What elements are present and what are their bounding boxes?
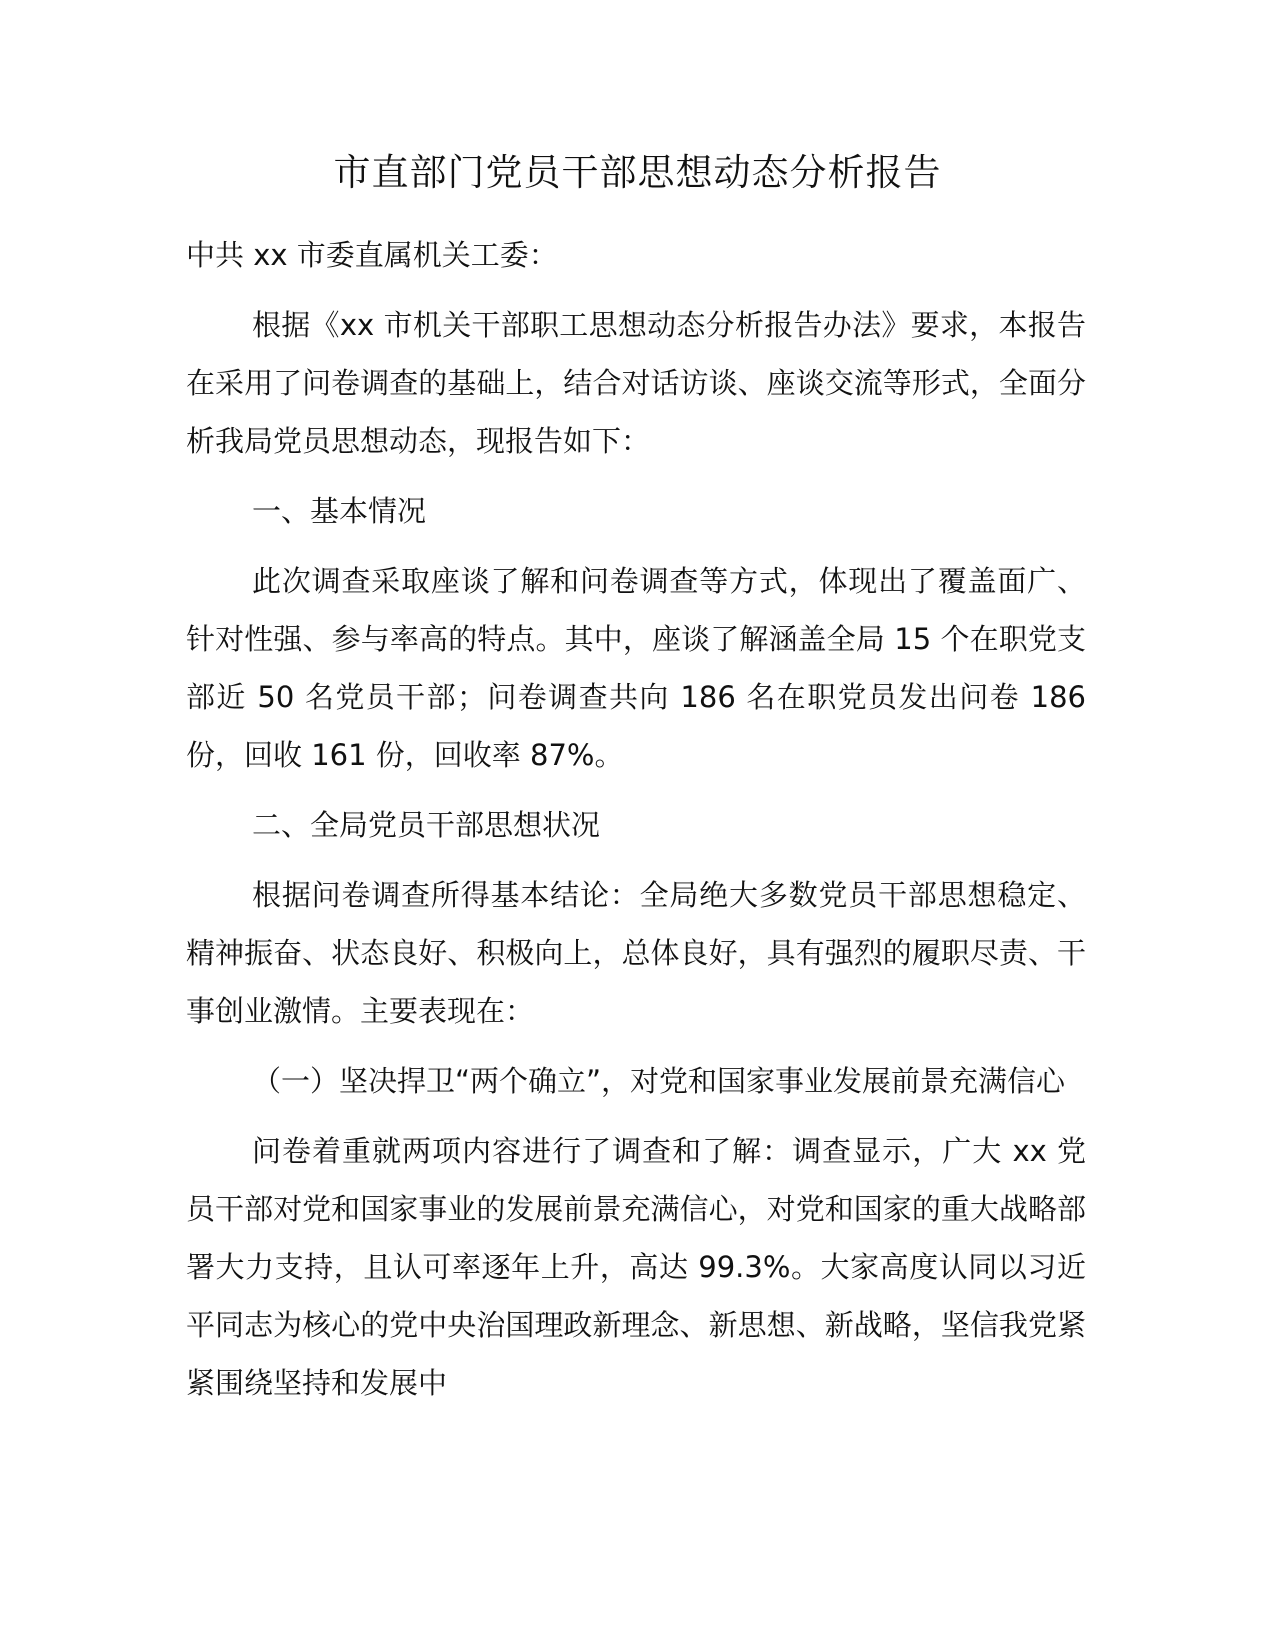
- section-heading-basic-situation: 一、基本情况: [252, 494, 427, 528]
- thought-status-paragraph: 根据问卷调查所得基本结论：全局绝大多数党员干部思想稳定、精神振奋、状态良好、积极向上，总体良好，具有强烈的履职尽责、干事创业激情。主要表现在：: [186, 878, 1086, 1028]
- document-title: 市直部门党员干部思想动态分析报告: [333, 151, 942, 194]
- subsection-heading-one: （一）坚决捍卫“两个确立”，对党和国家事业发展前景充满信心: [252, 1064, 1066, 1098]
- survey-paragraph: 问卷着重就两项内容进行了调查和了解：调查显示，广大 xx 党员干部对党和国家事业的发展前景充满信心，对党和国家的重大战略部署大力支持，且认可率逐年上升，高达 99.3%。大家高度认同以习近平同志为核心的党中央治国理政新理念、新思想、新战略，坚信我党紧紧围绕坚持和发展中: [186, 1134, 1086, 1400]
- intro-paragraph: 根据《xx 市机关干部职工思想动态分析报告办法》要求，本报告在采用了问卷调查的基础上，结合对话访谈、座谈交流等形式，全面分析我局党员思想动态，现报告如下：: [186, 308, 1086, 458]
- salutation: 中共 xx 市委直属机关工委：: [186, 238, 558, 272]
- section-heading-thought-status: 二、全局党员干部思想状况: [252, 808, 601, 842]
- document-body: [186, 226, 1086, 1424]
- basic-situation-paragraph: 此次调查采取座谈了解和问卷调查等方式，体现出了覆盖面广、针对性强、参与率高的特点。其中，座谈了解涵盖全局 15 个在职党支部近 50 名党员干部；问卷调查共向 186 名在职党员发出问卷 186 份，回收 161 份，回收率 87%。: [186, 564, 1086, 772]
